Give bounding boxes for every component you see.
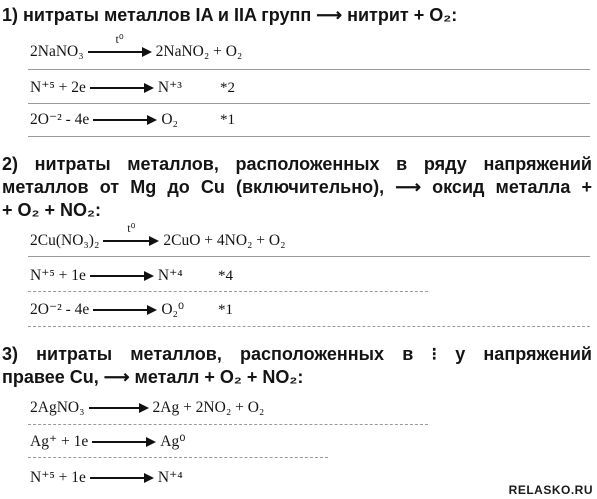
- section-1-heading-line: 1) нитраты металлов IA и IIA групп ⟶ нитрит + O₂:: [2, 5, 458, 25]
- half-reaction-right: N⁺³: [157, 79, 182, 96]
- section-2-equation-1: [30, 221, 286, 253]
- section-2-heading-line: 2) нитраты металлов, расположенных в ряду напряжений: [2, 154, 592, 174]
- ruled-line: [28, 69, 590, 70]
- half-reaction-right: N⁺⁴: [157, 469, 183, 486]
- equation-reactants: 2NaNO₃: [30, 43, 84, 60]
- reaction-arrow: [90, 271, 154, 281]
- half-reaction-left: N⁺⁵ + 2e: [30, 79, 86, 96]
- section-3-equation-1: [30, 396, 264, 420]
- half-reaction-right: N⁺⁴: [157, 267, 183, 284]
- half-reaction-right: O₂⁰: [161, 301, 185, 318]
- ruled-line: [28, 103, 590, 104]
- section-2-heading: [2, 153, 592, 222]
- section-3-heading-line: правее Cu, ⟶ металл + O₂ + NO₂:: [2, 367, 304, 387]
- section-3-equation-2: [30, 430, 185, 454]
- reaction-condition: t⁰: [127, 221, 136, 236]
- reaction-arrow: [89, 403, 149, 413]
- half-reaction-left: Ag⁺ + 1e: [30, 433, 89, 450]
- section-2-equation-2: [30, 264, 183, 288]
- ruled-line: [28, 256, 590, 257]
- electron-multiplier: *2: [220, 80, 235, 96]
- reaction-arrow: [92, 437, 156, 447]
- equation-products: 2NaNO₂ + O₂: [155, 43, 243, 60]
- reaction-arrow: [103, 221, 159, 246]
- section-1-equation-3: [30, 108, 178, 132]
- section-1-equation-2: [30, 76, 182, 100]
- section-3-heading: [2, 343, 592, 389]
- ruled-line: [28, 457, 328, 458]
- electron-multiplier: *1: [218, 302, 233, 318]
- section-2-heading-line: металлов от Mg до Cu (включительно), ⟶ оксид металла +: [2, 177, 592, 197]
- equation-reactants: 2Cu(NO₃)₂: [30, 232, 100, 249]
- equation-products: 2Ag + 2NO₂ + O₂: [152, 399, 265, 416]
- half-reaction-left: 2O⁻² - 4e: [30, 301, 90, 318]
- reaction-arrow: [88, 32, 152, 57]
- reaction-arrow: [90, 473, 154, 483]
- reaction-condition: t⁰: [115, 32, 124, 47]
- electron-multiplier: *4: [218, 268, 233, 284]
- section-2-heading-line: + O₂ + NO₂:: [2, 200, 102, 220]
- section-3-equation-3: [30, 466, 183, 490]
- half-reaction-left: N⁺⁵ + 1e: [30, 469, 86, 486]
- section-1-heading: [2, 4, 592, 27]
- section-2-equation-3: [30, 298, 184, 322]
- reaction-arrow: [93, 305, 157, 315]
- electron-multiplier: *1: [220, 112, 235, 128]
- section-1-equation-1: [30, 32, 243, 64]
- reaction-arrow: [90, 83, 154, 93]
- ruled-line: [28, 424, 428, 425]
- ruled-line: [28, 291, 428, 292]
- section-3-heading-line: 3) нитраты металлов, расположенных в ⁝ у напряжений: [2, 344, 592, 364]
- equation-products: 2CuO + 4NO₂ + O₂: [163, 232, 286, 249]
- half-reaction-left: 2O⁻² - 4e: [30, 111, 90, 128]
- ruled-line: [28, 326, 590, 327]
- half-reaction-right: O₂: [161, 111, 178, 128]
- half-reaction-left: N⁺⁵ + 1e: [30, 267, 86, 284]
- ruled-line: [28, 136, 590, 137]
- equation-reactants: 2AgNO₃: [30, 399, 85, 416]
- site-watermark: RELASKO.RU: [508, 483, 593, 497]
- half-reaction-right: Ag⁰: [160, 433, 186, 450]
- reaction-arrow: [93, 115, 157, 125]
